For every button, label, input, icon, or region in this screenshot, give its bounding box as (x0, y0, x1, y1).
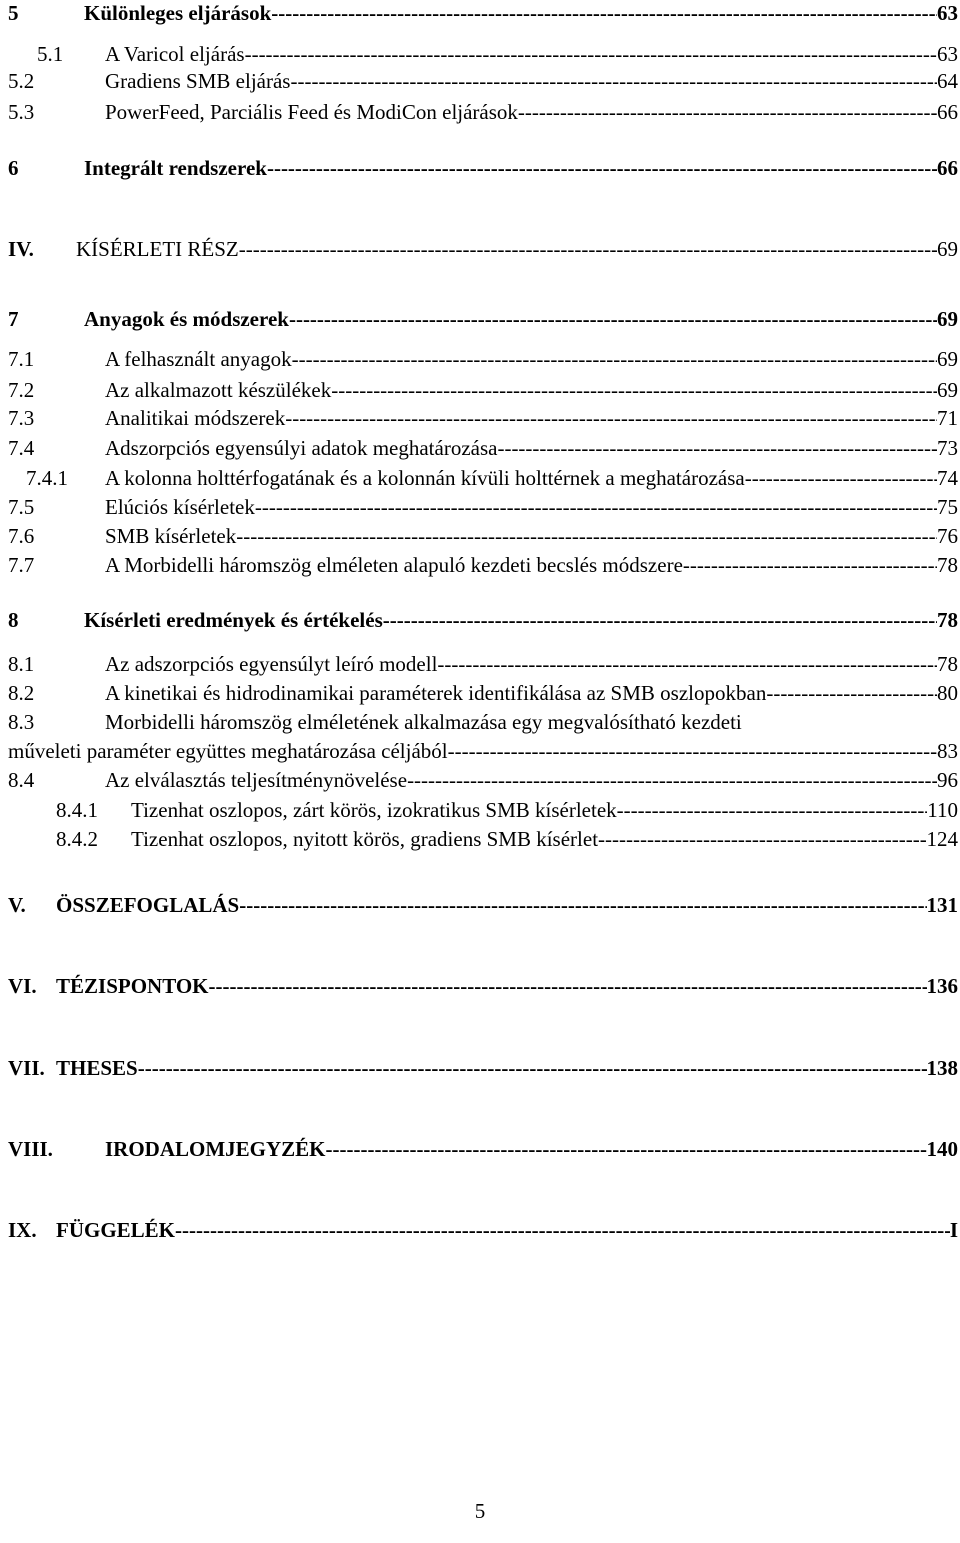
toc-entry-page: 124 (926, 827, 958, 851)
toc-leader (598, 826, 926, 852)
toc-entry-title: KÍSÉRLETI RÉSZ (76, 237, 239, 261)
toc-entry (0, 1055, 960, 1081)
toc-entry-title-continuation: műveleti paraméter együttes meghatározása céljából (8, 739, 448, 763)
toc-leader (245, 41, 937, 67)
toc-entry (0, 680, 960, 706)
toc-entry-title: A Varicol eljárás (105, 42, 245, 66)
toc-entry-title: PowerFeed, Parciális Feed és ModiCon eljárások (105, 100, 518, 124)
toc-entry-page: 69 (937, 307, 958, 331)
toc-entry-number: 7.1 (8, 347, 35, 371)
toc-entry-title: A Morbidelli háromszög elméleten alapuló kezdeti becslés módszere (105, 553, 683, 577)
toc-entry (0, 607, 960, 633)
toc-leader (448, 738, 937, 764)
toc-entry-page: 131 (926, 893, 958, 917)
toc-entry (0, 552, 960, 578)
toc-leader (239, 892, 926, 918)
toc-entry-page: 75 (937, 495, 958, 519)
toc-leader (236, 523, 937, 549)
toc-entry-title: Adszorpciós egyensúlyi adatok meghatározása (105, 436, 498, 460)
toc-leader (326, 1136, 927, 1162)
toc-entry-title: Különleges eljárások (84, 1, 272, 25)
toc-entry (0, 41, 960, 67)
toc-entry-number: VII. (8, 1056, 45, 1080)
toc-leader (745, 465, 937, 491)
toc-entry (0, 405, 960, 431)
toc-entry-title: Morbidelli háromszög elméletének alkalmazása egy megvalósítható kezdeti (105, 710, 742, 734)
toc-entry (0, 973, 960, 999)
toc-entry-number: 7.4 (8, 436, 35, 460)
toc-entry-number: 5.2 (8, 69, 35, 93)
toc-entry (0, 465, 960, 491)
toc-entry (0, 99, 960, 125)
toc-entry (0, 1136, 960, 1162)
toc-entry-title: A kolonna holttérfogatának és a kolonnán kívüli holttérnek a meghatározása (105, 466, 745, 490)
toc-leader (437, 651, 937, 677)
toc-entry-number: 8.1 (8, 652, 35, 676)
toc-entry (0, 346, 960, 372)
toc-entry-page: 76 (937, 524, 958, 548)
toc-entry (0, 709, 960, 735)
toc-entry-page: 69 (937, 237, 958, 261)
toc-entry (0, 155, 960, 181)
toc-leader (290, 68, 937, 94)
toc-leader (497, 435, 937, 461)
toc-entry (0, 892, 960, 918)
toc-entry-title: Anyagok és módszerek (84, 307, 289, 331)
toc-entry (0, 651, 960, 677)
toc-entry (0, 826, 960, 852)
toc-entry (0, 306, 960, 332)
toc-entry-title: A kinetikai és hidrodinamikai paraméterek identifikálása az SMB oszlopokban (105, 681, 767, 705)
toc-entry-page: 138 (926, 1056, 958, 1080)
toc-entry-page: 80 (937, 681, 958, 705)
toc-entry-number: 6 (8, 156, 19, 180)
toc-entry (0, 523, 960, 549)
toc-entry-continuation (0, 738, 960, 764)
toc-entry-page: 74 (937, 466, 958, 490)
toc-entry-title: Tizenhat oszlopos, nyitott körös, gradiens SMB kísérlet (131, 827, 599, 851)
toc-entry-number: 5 (8, 1, 19, 25)
toc-entry (0, 767, 960, 793)
toc-entry-page: 136 (926, 974, 958, 998)
toc-entry-number: IX. (8, 1218, 37, 1242)
toc-entry-page: 66 (937, 156, 958, 180)
toc-entry (0, 236, 960, 262)
toc-entry-page: 110 (927, 798, 958, 822)
toc-entry-number: 7 (8, 307, 19, 331)
toc-leader (289, 306, 937, 332)
toc-entry-title: Analitikai módszerek (105, 406, 286, 430)
toc-entry-number: 8.4.1 (56, 798, 98, 822)
toc-leader (267, 155, 937, 181)
toc-entry-number: VI. (8, 974, 37, 998)
toc-entry-page: 63 (937, 42, 958, 66)
toc-entry-title: Az alkalmazott készülékek (105, 378, 332, 402)
toc-leader (175, 1217, 950, 1243)
toc-entry (0, 68, 960, 94)
toc-entry-title: Az adszorpciós egyensúlyt leíró modell (105, 652, 438, 676)
toc-entry-title: A felhasznált anyagok (105, 347, 292, 371)
toc-entry-title: FÜGGELÉK (56, 1218, 176, 1242)
toc-entry-page: 63 (937, 1, 958, 25)
toc-entry (0, 1217, 960, 1243)
toc-entry-number: V. (8, 893, 26, 917)
toc-entry-title: SMB kísérletek (105, 524, 237, 548)
toc-entry-number: 7.6 (8, 524, 35, 548)
toc-entry-number: IV. (8, 237, 34, 261)
toc-entry (0, 435, 960, 461)
toc-leader (209, 973, 927, 999)
toc-leader (285, 405, 937, 431)
toc-entry-page: 83 (937, 739, 958, 763)
toc-entry-number: 7.7 (8, 553, 35, 577)
toc-entry (0, 797, 960, 823)
toc-entry-page: 64 (937, 69, 958, 93)
toc-entry-title: THESES (56, 1056, 138, 1080)
toc-entry-page: 78 (937, 553, 958, 577)
toc-entry-number: 7.3 (8, 406, 35, 430)
toc-entry-title: Kísérleti eredmények és értékelés (84, 608, 383, 632)
toc-entry-page: 69 (937, 378, 958, 402)
toc-leader (617, 797, 928, 823)
toc-entry-number: 8.3 (8, 710, 35, 734)
toc-entry (0, 494, 960, 520)
toc-leader (292, 346, 937, 372)
toc-entry-page: 73 (937, 436, 958, 460)
toc-entry-number: 5.3 (8, 100, 35, 124)
toc-leader (331, 377, 937, 403)
toc-leader (766, 680, 937, 706)
page-number: 5 (474, 1499, 486, 1523)
toc-entry-page: I (949, 1218, 958, 1242)
toc-entry-page: 78 (937, 652, 958, 676)
toc-leader (271, 0, 937, 26)
toc-entry-title: TÉZISPONTOK (56, 974, 209, 998)
toc-leader (683, 552, 937, 578)
toc-entry-number: 8.4 (8, 768, 35, 792)
toc-leader (383, 607, 937, 633)
toc-entry-number: 8.2 (8, 681, 35, 705)
toc-leader (255, 494, 937, 520)
toc-entry-number: 7.5 (8, 495, 35, 519)
toc-entry (0, 0, 960, 26)
toc-entry-page: 69 (937, 347, 958, 371)
toc-entry-title: Tizenhat oszlopos, zárt körös, izokratikus SMB kísérletek (131, 798, 617, 822)
toc-entry-number: 8.4.2 (56, 827, 98, 851)
toc-entry-number: 5.1 (37, 42, 64, 66)
toc-leader (407, 767, 937, 793)
toc-entry-page: 140 (926, 1137, 958, 1161)
toc-entry-page: 96 (937, 768, 958, 792)
toc-entry-page: 66 (937, 100, 958, 124)
toc-entry (0, 377, 960, 403)
toc-entry-title: Az elválasztás teljesítménynövelése (105, 768, 408, 792)
toc-entry-page: 71 (937, 406, 958, 430)
toc-leader (138, 1055, 927, 1081)
toc-entry-title: Gradiens SMB eljárás (105, 69, 291, 93)
toc-entry-title: IRODALOMJEGYZÉK (105, 1137, 326, 1161)
toc-entry-page: 78 (937, 608, 958, 632)
toc-leader (518, 99, 937, 125)
toc-entry-title: Elúciós kísérletek (105, 495, 255, 519)
toc-entry-number: 7.4.1 (26, 466, 68, 490)
toc-entry-title: Integrált rendszerek (84, 156, 267, 180)
toc-entry-number: 8 (8, 608, 19, 632)
toc-leader (239, 236, 937, 262)
toc-entry-title: ÖSSZEFOGLALÁS (56, 893, 240, 917)
toc-entry-number: 7.2 (8, 378, 35, 402)
toc-entry-number: VIII. (8, 1137, 53, 1161)
